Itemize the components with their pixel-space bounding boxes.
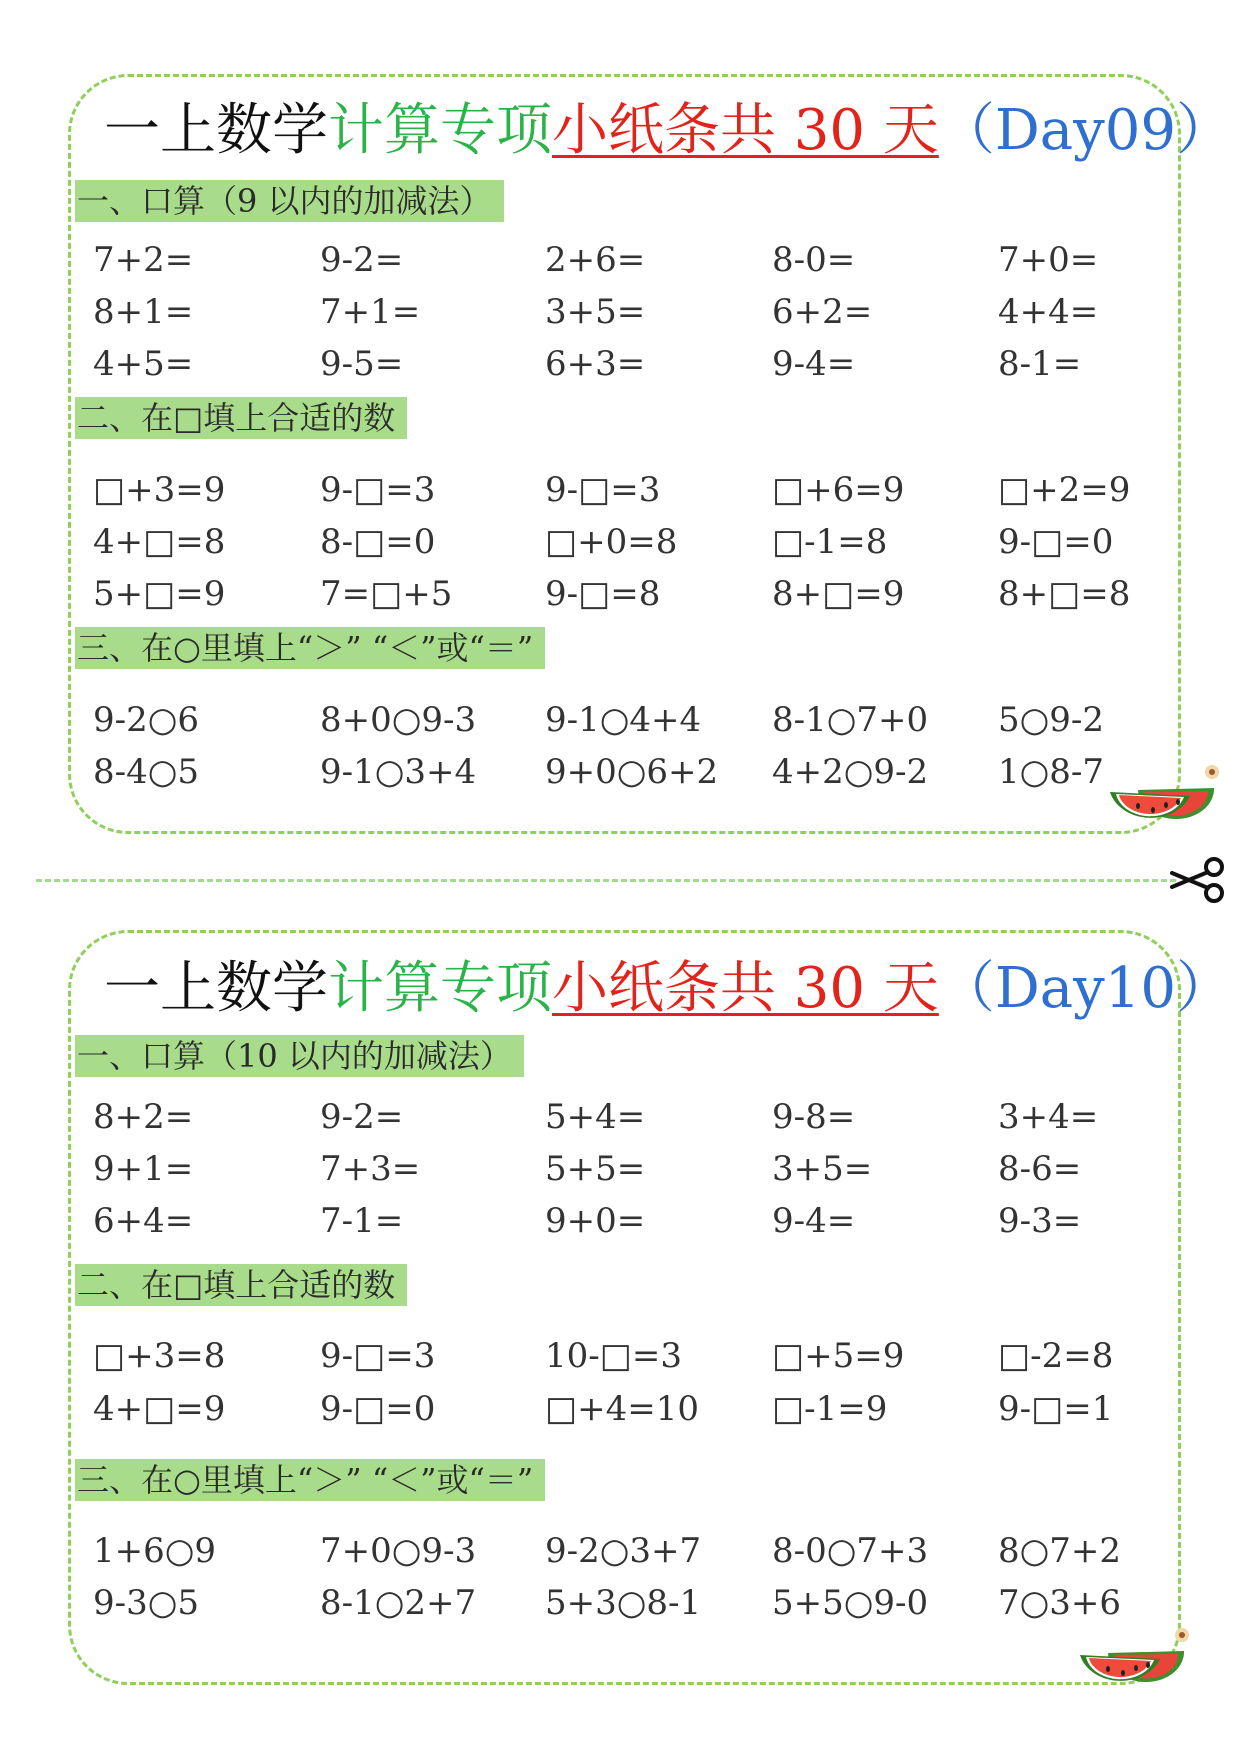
problem: 4+2○9-2 bbox=[772, 752, 929, 792]
problem: □+0=8 bbox=[545, 522, 678, 562]
problem: 8-1○2+7 bbox=[320, 1583, 477, 1623]
problem: □+3=8 bbox=[93, 1336, 226, 1376]
cut-line bbox=[36, 879, 1176, 882]
problem: 4+4= bbox=[998, 292, 1099, 332]
problem: 8+0○9-3 bbox=[320, 700, 477, 740]
problem: □+5=9 bbox=[772, 1336, 905, 1376]
problem-row bbox=[0, 570, 1241, 618]
problem: 9-2○3+7 bbox=[545, 1531, 702, 1571]
watermelon-icon bbox=[1108, 762, 1220, 842]
problem: □+6=9 bbox=[772, 470, 905, 510]
problem: 9-□=1 bbox=[998, 1389, 1114, 1429]
problem-row bbox=[0, 340, 1241, 388]
problem: 4+5= bbox=[93, 344, 194, 384]
problem: 9-2○6 bbox=[93, 700, 200, 740]
section-heading-compare: 三、在○里填上“＞” “＜”或“＝” bbox=[75, 1459, 545, 1501]
section-heading-mental-math: 一、口算（10 以内的加减法） bbox=[75, 1035, 524, 1077]
problem: 8○7+2 bbox=[998, 1531, 1122, 1571]
problem: 7+1= bbox=[320, 292, 421, 332]
problem: 9-□=0 bbox=[998, 522, 1114, 562]
problem: 6+2= bbox=[772, 292, 873, 332]
problem-row bbox=[0, 1385, 1241, 1433]
problem: 8-0= bbox=[772, 240, 856, 280]
problem: 3+5= bbox=[545, 292, 646, 332]
problem-row bbox=[0, 466, 1241, 514]
problem: □-1=9 bbox=[772, 1389, 888, 1429]
problem-row bbox=[0, 1145, 1241, 1193]
scissors-icon bbox=[1168, 855, 1226, 905]
problem: 9-5= bbox=[320, 344, 404, 384]
problem: 8+□=8 bbox=[998, 574, 1131, 614]
problem: 7=□+5 bbox=[320, 574, 453, 614]
card-title bbox=[104, 944, 1232, 1024]
problem: 7+3= bbox=[320, 1149, 421, 1189]
problem: 9-□=8 bbox=[545, 574, 661, 614]
problem: 9-1○3+4 bbox=[320, 752, 477, 792]
problem: □+4=10 bbox=[545, 1389, 699, 1429]
problem: 9-3○5 bbox=[93, 1583, 200, 1623]
problem: 5+5= bbox=[545, 1149, 646, 1189]
section-heading-fill-box: 二、在□填上合适的数 bbox=[75, 397, 407, 439]
problem: 8-4○5 bbox=[93, 752, 200, 792]
watermelon-icon bbox=[1078, 1625, 1190, 1705]
problem: 9-□=0 bbox=[320, 1389, 436, 1429]
problem: 5+5○9-0 bbox=[772, 1583, 929, 1623]
problem-row bbox=[0, 1093, 1241, 1141]
problem: 7○3+6 bbox=[998, 1583, 1122, 1623]
problem: 8-0○7+3 bbox=[772, 1531, 929, 1571]
problem-row bbox=[0, 1527, 1241, 1575]
problem: 3+5= bbox=[772, 1149, 873, 1189]
problem: 8-1= bbox=[998, 344, 1082, 384]
problem: 5+4= bbox=[545, 1097, 646, 1137]
problem: 8-□=0 bbox=[320, 522, 436, 562]
problem-row bbox=[0, 236, 1241, 284]
problem: 8+2= bbox=[93, 1097, 194, 1137]
problem-row bbox=[0, 288, 1241, 336]
problem-row bbox=[0, 696, 1241, 744]
problem: 5○9-2 bbox=[998, 700, 1105, 740]
section-heading-compare: 三、在○里填上“＞” “＜”或“＝” bbox=[75, 627, 545, 669]
problem: □+3=9 bbox=[93, 470, 226, 510]
problem-row bbox=[0, 518, 1241, 566]
title-part-red: 小纸条共 30 天 bbox=[552, 98, 939, 163]
problem: 9-2= bbox=[320, 240, 404, 280]
problem: 9-3= bbox=[998, 1201, 1082, 1241]
problem: 5+□=9 bbox=[93, 574, 226, 614]
problem: 8-6= bbox=[998, 1149, 1082, 1189]
problem: 9-□=3 bbox=[545, 470, 661, 510]
card-title bbox=[104, 86, 1232, 166]
section-heading-mental-math: 一、口算（9 以内的加减法） bbox=[75, 180, 504, 222]
problem: 9-4= bbox=[772, 1201, 856, 1241]
section-heading-fill-box: 二、在□填上合适的数 bbox=[75, 1264, 407, 1306]
problem: 9-4= bbox=[772, 344, 856, 384]
problem: 1+6○9 bbox=[93, 1531, 217, 1571]
problem-row bbox=[0, 1197, 1241, 1245]
problem: 10-□=3 bbox=[545, 1336, 682, 1376]
problem: □+2=9 bbox=[998, 470, 1131, 510]
title-part-green: 计算专项 bbox=[328, 98, 552, 163]
problem: 9+0= bbox=[545, 1201, 646, 1241]
problem: 7-1= bbox=[320, 1201, 404, 1241]
problem: 7+0= bbox=[998, 240, 1099, 280]
problem: 8+1= bbox=[93, 292, 194, 332]
problem-row bbox=[0, 748, 1241, 796]
problem: □-1=8 bbox=[772, 522, 888, 562]
problem: 2+6= bbox=[545, 240, 646, 280]
problem: 8-1○7+0 bbox=[772, 700, 929, 740]
problem: 8+□=9 bbox=[772, 574, 905, 614]
title-part-day: （Day10） bbox=[938, 956, 1233, 1021]
problem-row bbox=[0, 1332, 1241, 1380]
problem: 9-□=3 bbox=[320, 1336, 436, 1376]
title-part-green: 计算专项 bbox=[328, 956, 552, 1021]
problem: 7+0○9-3 bbox=[320, 1531, 477, 1571]
problem: 3+4= bbox=[998, 1097, 1099, 1137]
problem-row bbox=[0, 1579, 1241, 1627]
problem: 9-1○4+4 bbox=[545, 700, 702, 740]
title-part-black: 一上数学 bbox=[104, 956, 328, 1021]
problem: 6+3= bbox=[545, 344, 646, 384]
problem: 4+□=9 bbox=[93, 1389, 226, 1429]
problem: □-2=8 bbox=[998, 1336, 1114, 1376]
title-part-black: 一上数学 bbox=[104, 98, 328, 163]
problem: 4+□=8 bbox=[93, 522, 226, 562]
title-part-day: （Day09） bbox=[938, 98, 1233, 163]
problem: 9+0○6+2 bbox=[545, 752, 719, 792]
problem: 6+4= bbox=[93, 1201, 194, 1241]
title-part-red: 小纸条共 30 天 bbox=[552, 956, 939, 1021]
problem: 5+3○8-1 bbox=[545, 1583, 702, 1623]
problem: 9-□=3 bbox=[320, 470, 436, 510]
problem: 9-2= bbox=[320, 1097, 404, 1137]
problem: 9-8= bbox=[772, 1097, 856, 1137]
problem: 7+2= bbox=[93, 240, 194, 280]
problem: 1○8-7 bbox=[998, 752, 1105, 792]
problem: 9+1= bbox=[93, 1149, 194, 1189]
